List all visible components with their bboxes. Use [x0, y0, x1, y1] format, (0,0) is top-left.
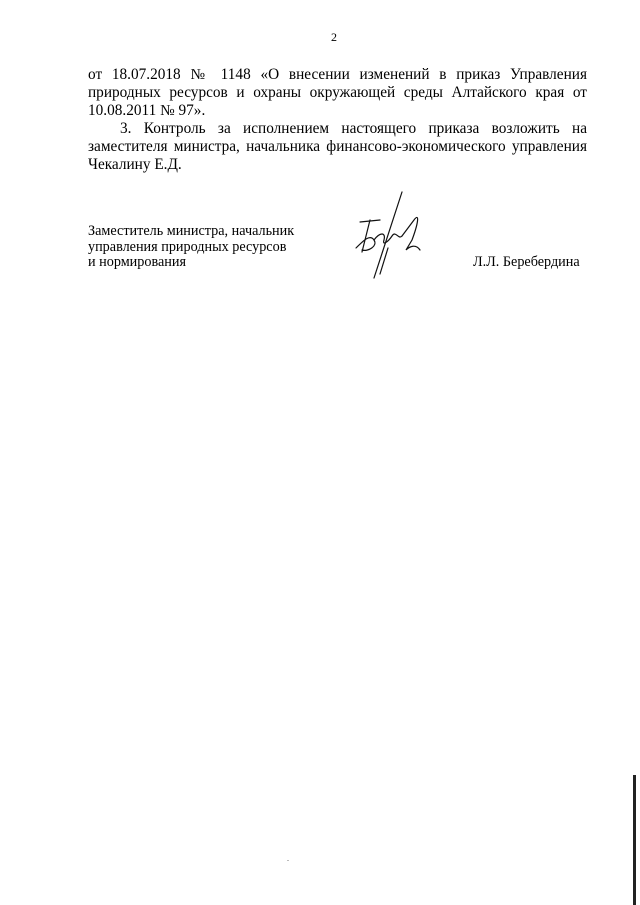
signatory-position [88, 224, 294, 271]
body-line: 3. Контроль за исполнением настоящего приказа возложить на [120, 120, 587, 137]
handwritten-signature [352, 190, 432, 280]
body-line: природных ресурсов и охраны окружающей среды Алтайского края от [88, 84, 587, 101]
body-line: заместителя министра, начальника финансово-экономического управления [88, 138, 587, 155]
position-line: и нормирования [88, 254, 186, 270]
position-line: управления природных ресурсов [88, 238, 287, 255]
scan-edge-shadow [633, 775, 636, 905]
position-line: Заместитель министра, начальник [88, 223, 295, 239]
body-line: Чекалину Е.Д. [88, 156, 182, 173]
body-line: 10.08.2011 № 97». [88, 102, 206, 119]
signatory-name: Л.Л. Беребердина [473, 254, 580, 270]
page-number: 2 [331, 30, 337, 44]
body-line: от 18.07.2018 № 1148 «О внесении изменений в приказ Управления [88, 66, 587, 83]
scan-speck [287, 860, 289, 861]
